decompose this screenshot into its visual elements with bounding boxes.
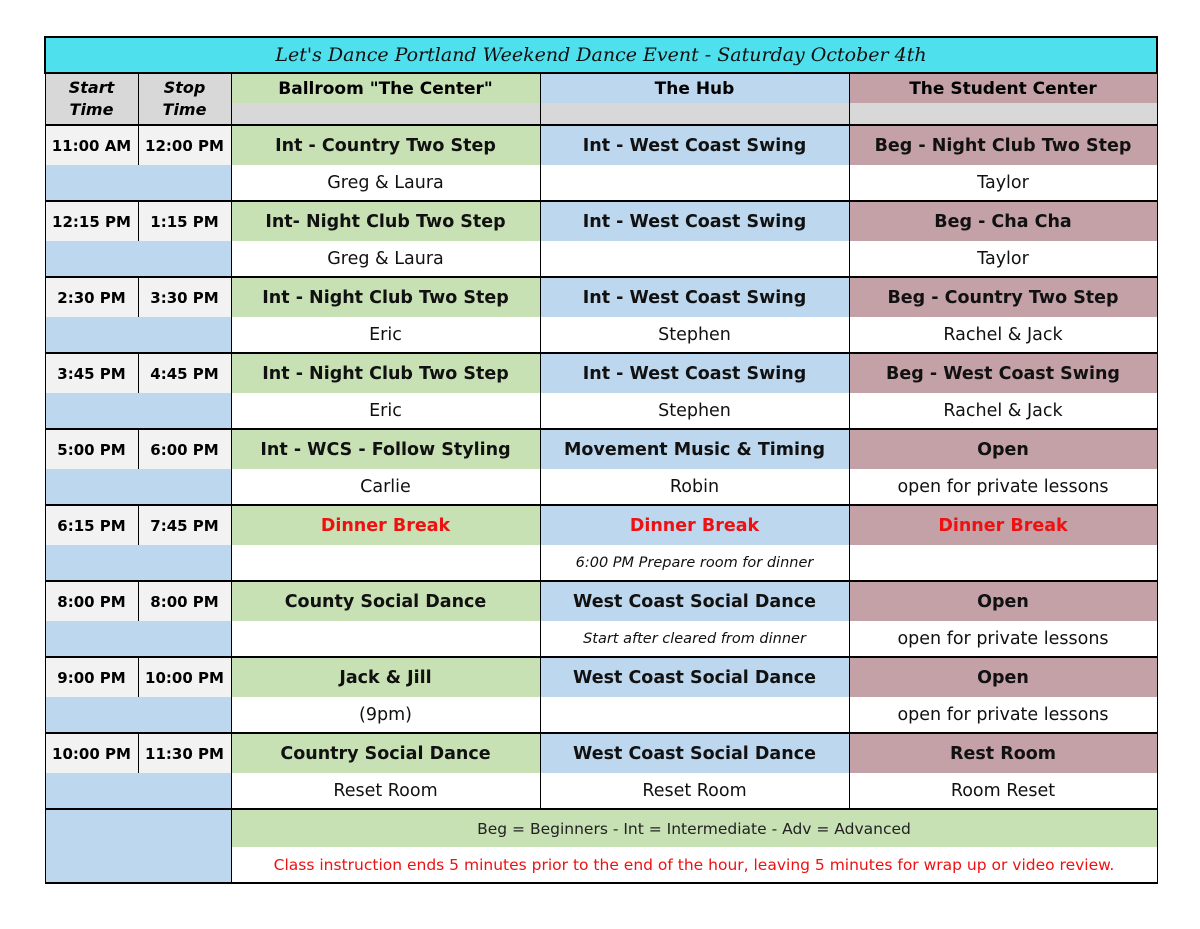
legend: Beg = Beginners - Int = Intermediate - Adv = Advanced [231,809,1157,847]
schedule-slot-row [45,733,1157,773]
time-spacer [45,393,231,429]
stop-time: 11:30 PM [138,733,231,773]
stop-time: 10:00 PM [138,657,231,697]
stop-time: 1:15 PM [138,201,231,241]
start-time: 6:15 PM [45,505,138,545]
start-time: 10:00 PM [45,733,138,773]
class-ballroom: Int - Night Club Two Step [231,353,540,393]
instructor-hub: Stephen [540,393,849,429]
instructor-hub: 6:00 PM Prepare room for dinner [540,545,849,581]
venue-header-student-center: The Student Center [849,73,1157,103]
instructor-student-center: open for private lessons [849,621,1157,657]
class-hub: Movement Music & Timing [540,429,849,469]
time-spacer [45,545,231,581]
instructor-hub [540,697,849,733]
time-spacer [45,317,231,353]
time-spacer [45,697,231,733]
schedule-slot-row [45,277,1157,317]
instructor-row [45,773,1157,809]
class-ballroom: County Social Dance [231,581,540,621]
start-header-line1: Start [68,78,115,97]
class-ballroom: Int - Night Club Two Step [231,277,540,317]
header-spacer [849,103,1157,125]
instructor-student-center: Taylor [849,165,1157,201]
class-hub: West Coast Social Dance [540,733,849,773]
instructor-row [45,317,1157,353]
instruction-note: Class instruction ends 5 minutes prior to the end of the hour, leaving 5 minutes for wrap up or video review. [231,847,1157,883]
time-spacer [45,621,231,657]
instructor-hub: Stephen [540,317,849,353]
header-spacer [540,103,849,125]
schedule-slot-row [45,201,1157,241]
stop-header-line2: Time [162,100,207,119]
stop-header-line1: Stop [163,78,206,97]
header-spacer [231,103,540,125]
stop-time: 3:30 PM [138,277,231,317]
class-student-center: Dinner Break [849,505,1157,545]
instructor-ballroom: Reset Room [231,773,540,809]
class-hub: Int - West Coast Swing [540,353,849,393]
instructor-hub [540,165,849,201]
instructor-ballroom: Eric [231,393,540,429]
start-time: 5:00 PM [45,429,138,469]
instructor-student-center: Rachel & Jack [849,393,1157,429]
legend-spacer [45,809,231,847]
instructor-student-center: open for private lessons [849,697,1157,733]
instructor-student-center: Room Reset [849,773,1157,809]
class-student-center: Beg - Country Two Step [849,277,1157,317]
class-ballroom: Country Social Dance [231,733,540,773]
class-student-center: Open [849,429,1157,469]
instructor-student-center [849,545,1157,581]
start-time: 8:00 PM [45,581,138,621]
instructor-ballroom: (9pm) [231,697,540,733]
stop-time: 7:45 PM [138,505,231,545]
class-student-center: Beg - Cha Cha [849,201,1157,241]
start-time: 2:30 PM [45,277,138,317]
venue-header-hub: The Hub [540,73,849,103]
instructor-ballroom: Eric [231,317,540,353]
schedule-slot-row [45,505,1157,545]
stop-time: 12:00 PM [138,125,231,165]
instructor-hub: Start after cleared from dinner [540,621,849,657]
schedule-slot-row [45,125,1157,165]
schedule-slot-row [45,353,1157,393]
class-ballroom: Int- Night Club Two Step [231,201,540,241]
stop-time: 6:00 PM [138,429,231,469]
class-student-center: Open [849,581,1157,621]
instructor-ballroom: Greg & Laura [231,165,540,201]
instructor-row [45,393,1157,429]
stop-time-header [138,73,231,125]
schedule-table [44,36,1158,884]
time-spacer [45,469,231,505]
class-hub: Dinner Break [540,505,849,545]
schedule-slot-row [45,657,1157,697]
schedule-slot-row [45,429,1157,469]
instructor-row [45,241,1157,277]
time-spacer [45,165,231,201]
stop-time: 4:45 PM [138,353,231,393]
class-student-center: Open [849,657,1157,697]
instructor-hub: Robin [540,469,849,505]
instructor-row [45,697,1157,733]
instructor-row [45,545,1157,581]
instructor-ballroom [231,621,540,657]
instructor-student-center: Rachel & Jack [849,317,1157,353]
note-spacer [45,847,231,883]
instructor-hub: Reset Room [540,773,849,809]
instructor-hub [540,241,849,277]
class-hub: Int - West Coast Swing [540,277,849,317]
start-time: 12:15 PM [45,201,138,241]
instructor-ballroom: Greg & Laura [231,241,540,277]
time-spacer [45,241,231,277]
instructor-row [45,165,1157,201]
class-hub: West Coast Social Dance [540,581,849,621]
class-hub: Int - West Coast Swing [540,125,849,165]
class-student-center: Rest Room [849,733,1157,773]
class-hub: Int - West Coast Swing [540,201,849,241]
start-time: 11:00 AM [45,125,138,165]
class-hub: West Coast Social Dance [540,657,849,697]
class-ballroom: Int - Country Two Step [231,125,540,165]
class-ballroom: Int - WCS - Follow Styling [231,429,540,469]
schedule-title: Let's Dance Portland Weekend Dance Event - Saturday October 4th [45,37,1157,73]
class-student-center: Beg - West Coast Swing [849,353,1157,393]
class-student-center: Beg - Night Club Two Step [849,125,1157,165]
instructor-student-center: Taylor [849,241,1157,277]
instructor-ballroom [231,545,540,581]
start-time: 3:45 PM [45,353,138,393]
time-spacer [45,773,231,809]
start-time: 9:00 PM [45,657,138,697]
venue-header-ballroom: Ballroom "The Center" [231,73,540,103]
class-ballroom: Jack & Jill [231,657,540,697]
instructor-student-center: open for private lessons [849,469,1157,505]
instructor-row [45,469,1157,505]
start-header-line2: Time [69,100,114,119]
instructor-ballroom: Carlie [231,469,540,505]
start-time-header [45,73,138,125]
schedule-slot-row [45,581,1157,621]
class-ballroom: Dinner Break [231,505,540,545]
instructor-row [45,621,1157,657]
stop-time: 8:00 PM [138,581,231,621]
